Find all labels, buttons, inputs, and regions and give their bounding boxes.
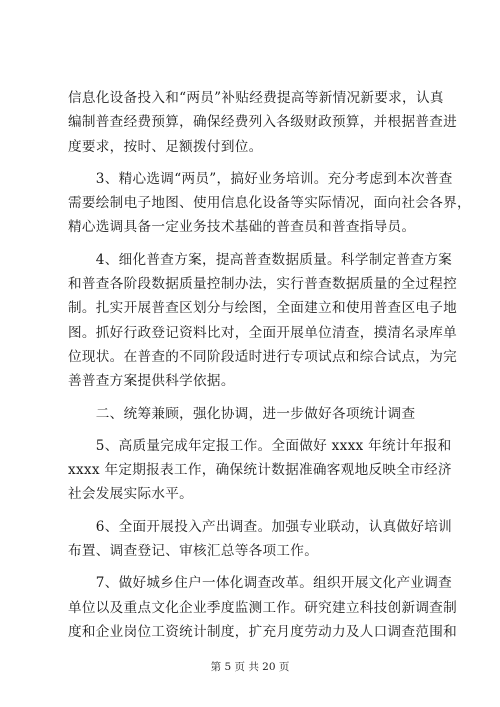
paragraph [68, 248, 458, 394]
paragraph [68, 515, 453, 564]
text-line: 善普查方案提供科学依据。 [68, 373, 235, 390]
text-line: 信息化设备投入和“两员”补贴经费提高等新情况新要求，认真 [68, 90, 444, 106]
text-line: 布置、调查登记、审核汇总等各项工作。 [68, 543, 319, 560]
text-line: 制。扎实开展普查区划分与绘图，全面建立和使用普查区电子地 [68, 300, 458, 317]
paragraph [68, 86, 458, 159]
text-line: 度要求，按时、足额拨付到位。 [68, 138, 263, 155]
page-number-footer: 第 5 页 共 20 页 [210, 661, 290, 673]
paragraph [68, 434, 452, 507]
text-line: 7、做好城乡住户一体化调查改革。组织开展文化产业调查 [68, 575, 453, 592]
text-line: 需要绘制电子地图、使用信息化设备等实际情况，面向社会各界， [68, 195, 471, 212]
paragraph [68, 167, 471, 240]
text-line: 编制普查经费预算，确保经费列入各级财政预算，并根据普查进 [68, 114, 458, 131]
paragraph [68, 571, 458, 644]
text-line: 3、精心选调“两员”，搞好业务培训。充分考虑到本次普查 [68, 170, 453, 187]
paragraph-spacer [68, 426, 434, 434]
paragraph-spacer [68, 507, 434, 515]
text-line: 和普查各阶段数据质量控制办法，实行普查数据质量的全过程控 [68, 276, 458, 293]
paragraph-spacer [68, 159, 434, 167]
text-line: 单位以及重点文化企业季度监测工作。研究建立科技创新调查制 [68, 599, 458, 616]
paragraph-spacer [68, 563, 434, 571]
text-line: 图。抓好行政登记资料比对，全面开展单位清查，摸清名录库单 [68, 324, 458, 341]
text-line: 精心选调具备一定业务技术基础的普查员和普查指导员。 [68, 219, 416, 236]
text-line: 4、细化普查方案，提高普查数据质量。科学制定普查方案 [68, 251, 453, 268]
paragraph [68, 402, 434, 426]
text-line: 5、高质量完成年定报工作。全面做好 xxxx 年统计年报和 [68, 437, 452, 454]
paragraph-spacer [68, 394, 434, 402]
document-body [68, 86, 471, 644]
text-line: 位现状。在普查的不同阶段适时进行专项试点和综合试点，为完 [68, 348, 458, 365]
paragraph-spacer [68, 240, 434, 248]
text-line: 度和企业岗位工资统计制度，扩充月度劳动力及人口调查范围和 [68, 623, 458, 640]
text-line: 社会发展实际水平。 [68, 486, 194, 503]
text-line: 二、统筹兼顾，强化协调，进一步做好各项统计调查 [68, 405, 416, 422]
text-line: xxxx 年定期报表工作，确保统计数据准确客观地反映全市经济 [68, 462, 452, 479]
text-line: 6、全面开展投入产出调查。加强专业联动，认真做好培训 [68, 518, 453, 535]
